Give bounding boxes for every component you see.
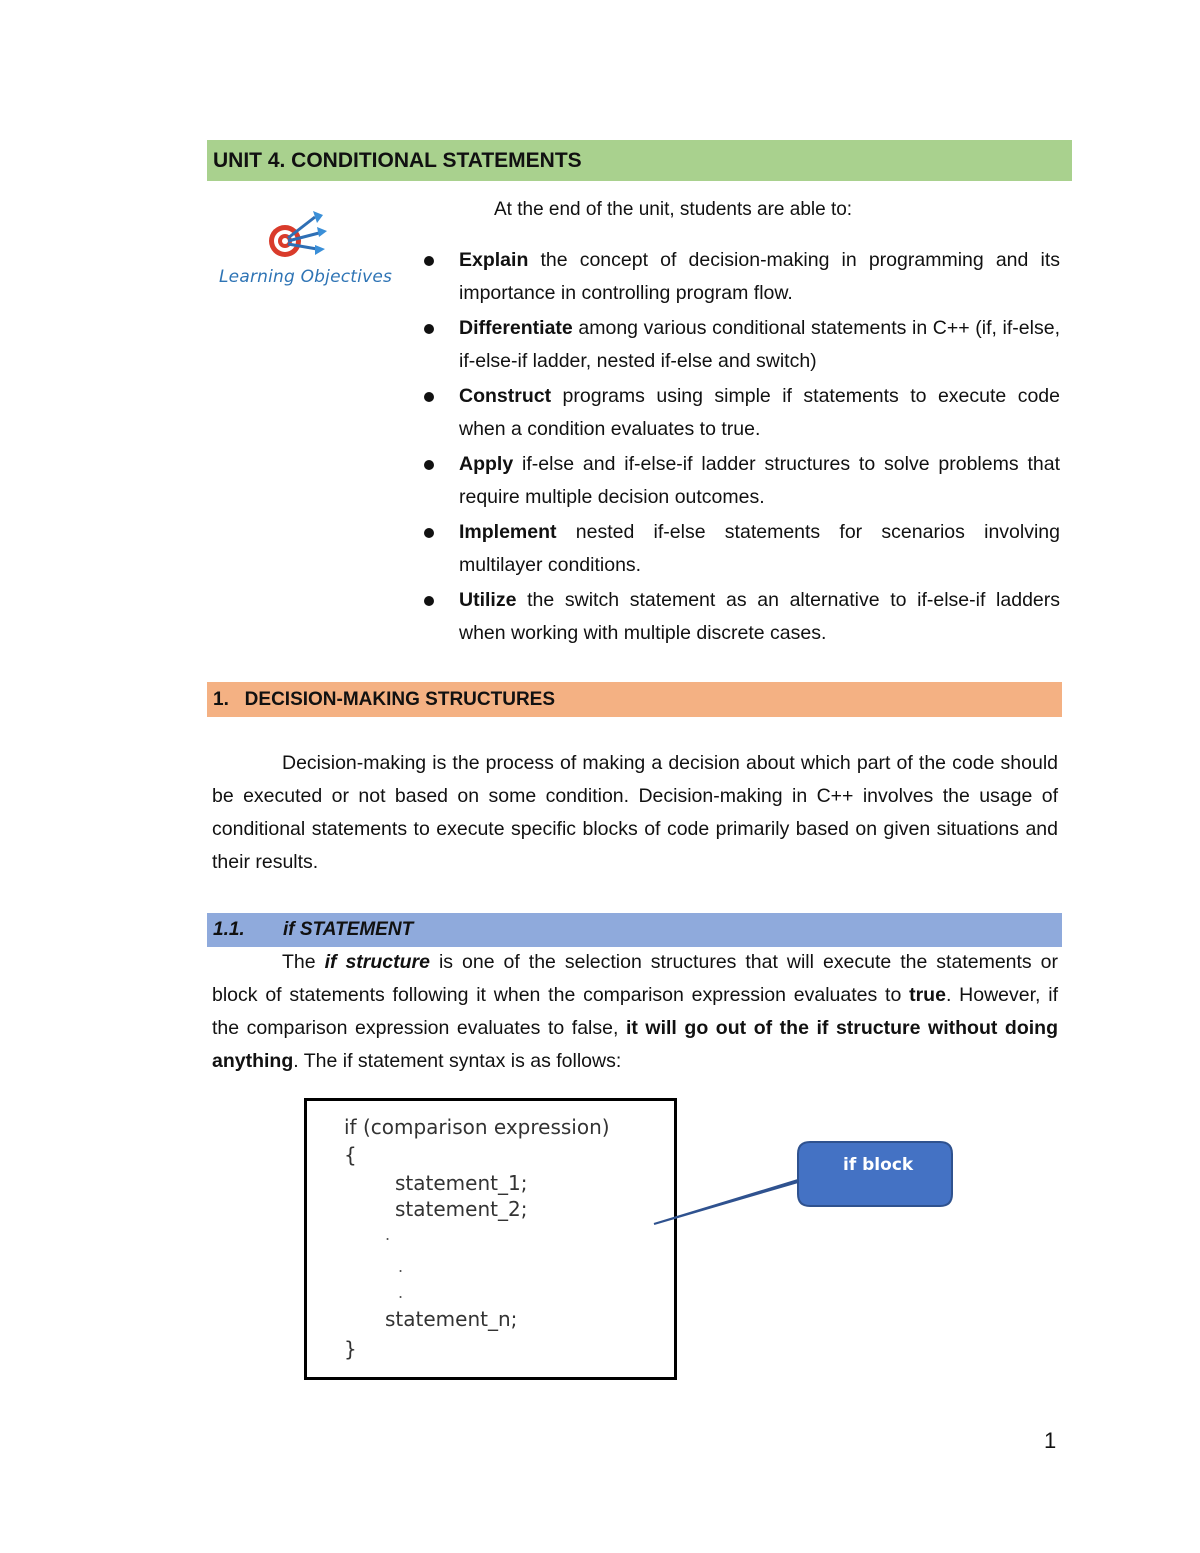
objective-item: Implement nested if-else statements for scenarios involving multilayer conditions. — [420, 516, 1060, 582]
objective-item: Apply if-else and if-else-if ladder structures to solve problems that require multiple decision outcomes. — [420, 448, 1060, 514]
bullet-icon — [424, 528, 434, 538]
section-1-heading: 1. DECISION-MAKING STRUCTURES — [207, 682, 1062, 717]
code-line: { — [344, 1143, 357, 1167]
bullet-icon — [424, 596, 434, 606]
if-syntax-box — [304, 1098, 677, 1380]
learning-objectives-label: Learning Objectives — [219, 267, 393, 287]
if-block-callout — [650, 1140, 960, 1230]
code-line: statement_n; — [385, 1307, 518, 1331]
objective-item: Utilize the switch statement as an alternative to if-else-if ladders when working with multiple discrete cases. — [420, 584, 1060, 650]
unit-title: UNIT 4. CONDITIONAL STATEMENTS — [207, 140, 1072, 181]
ellipsis-dot: . — [398, 1257, 404, 1276]
code-line: statement_1; — [395, 1171, 528, 1195]
ellipsis-dot: . — [398, 1283, 404, 1302]
objective-item: Differentiate among various conditional statements in C++ (if, if-else, if-else-if ladder, nested if-else and switch) — [420, 312, 1060, 378]
page-number: 1 — [1044, 1428, 1057, 1453]
objectives-list — [420, 244, 1060, 652]
objectives-intro: At the end of the unit, students are able to: — [494, 199, 853, 220]
section-1-paragraph: Decision-making is the process of making a decision about which part of the code should be executed or not based on some condition. Decision-making in C++ involves the usage of conditional statements to execute specific blocks of code primarily based on given situations and their results. — [212, 752, 1058, 873]
objective-item: Explain the concept of decision-making in programming and its importance in controlling program flow. — [420, 244, 1060, 310]
bullet-icon — [424, 324, 434, 334]
bullet-icon — [424, 460, 434, 470]
target-darts-icon — [215, 205, 345, 267]
section-1-1-paragraph: The if structure is one of the selection structures that will execute the statements or block of statements following it when the comparison expression evaluates to true. However, if the comparison expression evaluates to false, it will go out of the if structure without doing anything. The if statement syntax is as follows: — [212, 951, 1058, 1072]
code-line: } — [344, 1337, 357, 1361]
if-block-label: if block — [843, 1155, 914, 1175]
learning-objectives-logo — [215, 205, 395, 290]
objective-item: Construct programs using simple if statements to execute code when a condition evaluates to true. — [420, 380, 1060, 446]
ellipsis-dot: . — [385, 1225, 391, 1244]
section-title: if STATEMENT — [283, 919, 414, 940]
bullet-icon — [424, 256, 434, 266]
section-1-1-heading — [207, 913, 1062, 947]
code-line: statement_2; — [395, 1197, 528, 1221]
bullet-icon — [424, 392, 434, 402]
section-number: 1.1. — [213, 919, 245, 940]
code-line: if (comparison expression) — [344, 1115, 610, 1139]
